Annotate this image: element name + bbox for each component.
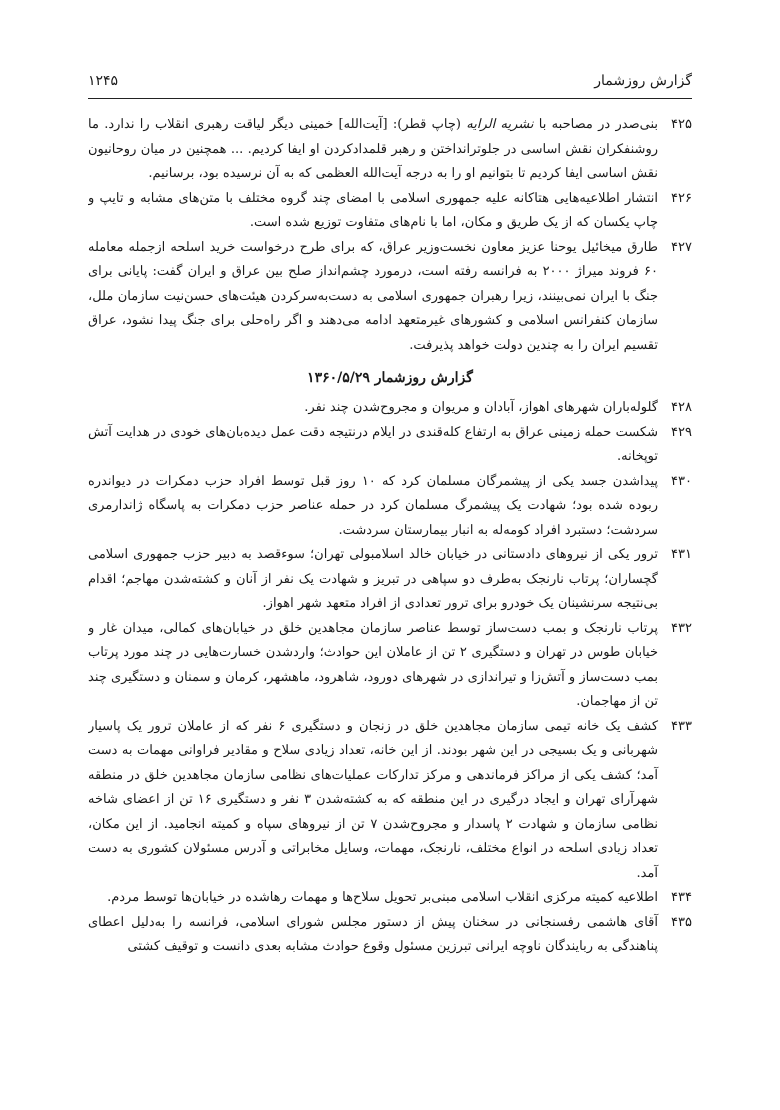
entry-number: ۴۳۵ [671, 914, 692, 930]
running-title: گزارش روزشمار [594, 73, 692, 89]
entry-text: پیداشدن جسد یکی از پیشمرگان مسلمان کرد که ۱۰ روز قبل توسط افراد حزب دمکرات در دیواندره ربوده شده بود؛ شهادت یک پیشمرگ مسلمان کرد در حمله عناصر حزب دمکرات به پاسگاه ژاندارمری سردشت؛ دستبرد افراد کومه‌له به انبار بیمارستان سردشت. [88, 473, 659, 538]
entry-number: ۴۳۴ [671, 890, 692, 905]
entry-number: ۴۲۵ [671, 117, 692, 132]
entry-text: ترور یکی از نیروهای دادستانی در خیابان خالد اسلامبولی تهران؛ سوءقصد به دبیر حزب جمهوری اسلامی گچساران؛ پرتاب نارنجک به‌طرف دو سپاهی در تبریز و شهادت یک نفر از آنان و کشته‌شدن مهاجم؛ اقدام بی‌نتیجه سرنشینان یک خودرو برای ترور تعدادی از افراد متعهد شهر اهواز. [88, 547, 658, 611]
entry-text: آقای هاشمی رفسنجانی در سخنان پیش از دستور مجلس شورای اسلامی، فرانسه را به‌دلیل اعطای پناهندگی به ربایندگان ناوچه ایرانی تبرزین مسئول وقوع حوادث مشابه بعدی دانست و توقیف کشتی [88, 914, 658, 954]
running-header [88, 70, 692, 99]
entry-430 [88, 470, 692, 544]
entry-number: ۴۲۹ [671, 424, 692, 440]
entry-427 [88, 236, 692, 359]
entry-431 [88, 543, 692, 617]
entry-429 [88, 421, 692, 470]
entry-number: ۴۳۲ [671, 620, 692, 636]
entry-433 [88, 715, 692, 887]
page-number: ۱۲۴۵ [88, 73, 119, 89]
entry-text: انتشار اطلاعیه‌هایی هتاکانه علیه جمهوری اسلامی با امضای چند گروه مختلف با متن‌های مشابه و تایپ و چاپ یکسان که از یک طریق و مکان، اما با نام‌های متفاوت توزیع شده است. [88, 190, 658, 230]
entry-number: ۴۲۶ [671, 190, 692, 206]
entry-number: ۴۲۸ [671, 400, 692, 415]
entry-number: ۴۳۰ [671, 473, 692, 489]
entry-425 [88, 113, 692, 187]
entry-text: گلوله‌باران شهرهای اهواز، آبادان و مریوان و مجروح‌شدن چند نفر. [304, 400, 658, 415]
entry-text-lead: بنی‌صدر در مصاحبه با [533, 117, 658, 132]
entry-text: کشف یک خانه تیمی سازمان مجاهدین خلق در زنجان و دستگیری ۶ نفر که از عاملان ترور یک پاسیار شهربانی و یک بسیجی در این شهر بودند. از این خانه، تعداد زیادی سلاح و مقادیر فراوانی مهمات به دست آمد؛ کشف یکی از مراکز فرماندهی و مرکز تدارکات عملیات‌های نظامی سازمان مجاهدین خلق در منطقه شهرآرای تهران و ایجاد درگیری در این منطقه که به کشته‌شدن ۳ نفر و دستگیری ۱۶ تن از اعضای شاخه نظامی سازمان و شهادت ۲ پاسدار و مجروح‌شدن ۷ تن از نیروهای سپاه و کمیته انجامید. از این مکان، تعداد زیادی اسلحه در انواع مختلف، نارنجک، مهمات، وسایل مخابراتی و آدرس مسئولان کشوری به دست آمد. [88, 718, 659, 881]
entry-text: طارق میخائیل یوحنا عزیز معاون نخست‌وزیر عراق، که برای طرح درخواست خرید اسلحه ازجمله معامله ۶۰ فروند میراژ ۲۰۰۰ به فرانسه رفته است، درمورد چشم‌انداز صلح بین عراق و ایران گفت: پایانی برای جنگ با ایران نمی‌بینند، زیرا رهبران جمهوری اسلامی به دست‌به‌سرکردن هیئت‌های حسن‌نیت سازمان ملل، سازمان کنفرانس اسلامی و کشورهای غیرمتعهد ادامه می‌دهند و اگر راه‌حلی برای جنگ پیدا نشود، عراق تقسیم ایران را به چندین دولت خواهد پذیرفت. [88, 239, 659, 353]
entry-text: اطلاعیه کمیته مرکزی انقلاب اسلامی مبنی‌بر تحویل سلاح‌ها و مهمات رهاشده در خیابان‌ها توسط مردم. [107, 890, 658, 905]
entry-428 [88, 396, 692, 421]
publication-name: نشریه الرایه [466, 117, 534, 132]
entry-text-rest: (چاپ قطر): [آیت‌الله] خمینی دیگر لیاقت رهبری انقلاب را ندارد. ما روشنفکران نقش اساسی در جلوتراندا‌ختن و رهبر قلمدادکردن او ایفا کردیم. ... همچنین در میان روحانیون نقش اساسی ایفا کردیم تا بتوانیم او را به درجه آیت‌الله العظمی که به آن نرسیده بود، برسانیم. [88, 117, 658, 181]
entry-text: پرتاب نارنجک و بمب دست‌ساز توسط عناصر سازمان مجاهدین خلق در خیابان‌های کمالی، میدان غار و خیابان طوس در تهران و دستگیری ۲ تن از عاملان این حوادث؛ واردشدن خسارت‌هایی در چند مورد پرتاب بمب دست‌ساز و آتش‌زا و تیراندازی در شهرهای دورود، شاهرود، ماهشهر، کرمان و سمنان و دستگیری چند تن از مهاجمان. [88, 620, 658, 709]
document-page [88, 70, 692, 1080]
entry-number: ۴۳۳ [671, 718, 692, 734]
entry-number: ۴۲۷ [671, 239, 692, 255]
entry-number: ۴۳۱ [671, 547, 692, 562]
entry-text: شکست حمله زمینی عراق به ارتفاع کله‌قندی در ایلام درنتیجه دقت عمل دیده‌بان‌های خودی در هدایت آتش توپخانه. [88, 424, 658, 464]
entry-434 [88, 886, 692, 911]
entry-text [88, 113, 658, 187]
entry-426 [88, 187, 692, 236]
section-heading: گزارش روزشمار ۱۳۶۰/۵/۲۹ [307, 370, 473, 386]
entry-435 [88, 911, 692, 960]
entry-432 [88, 617, 692, 715]
